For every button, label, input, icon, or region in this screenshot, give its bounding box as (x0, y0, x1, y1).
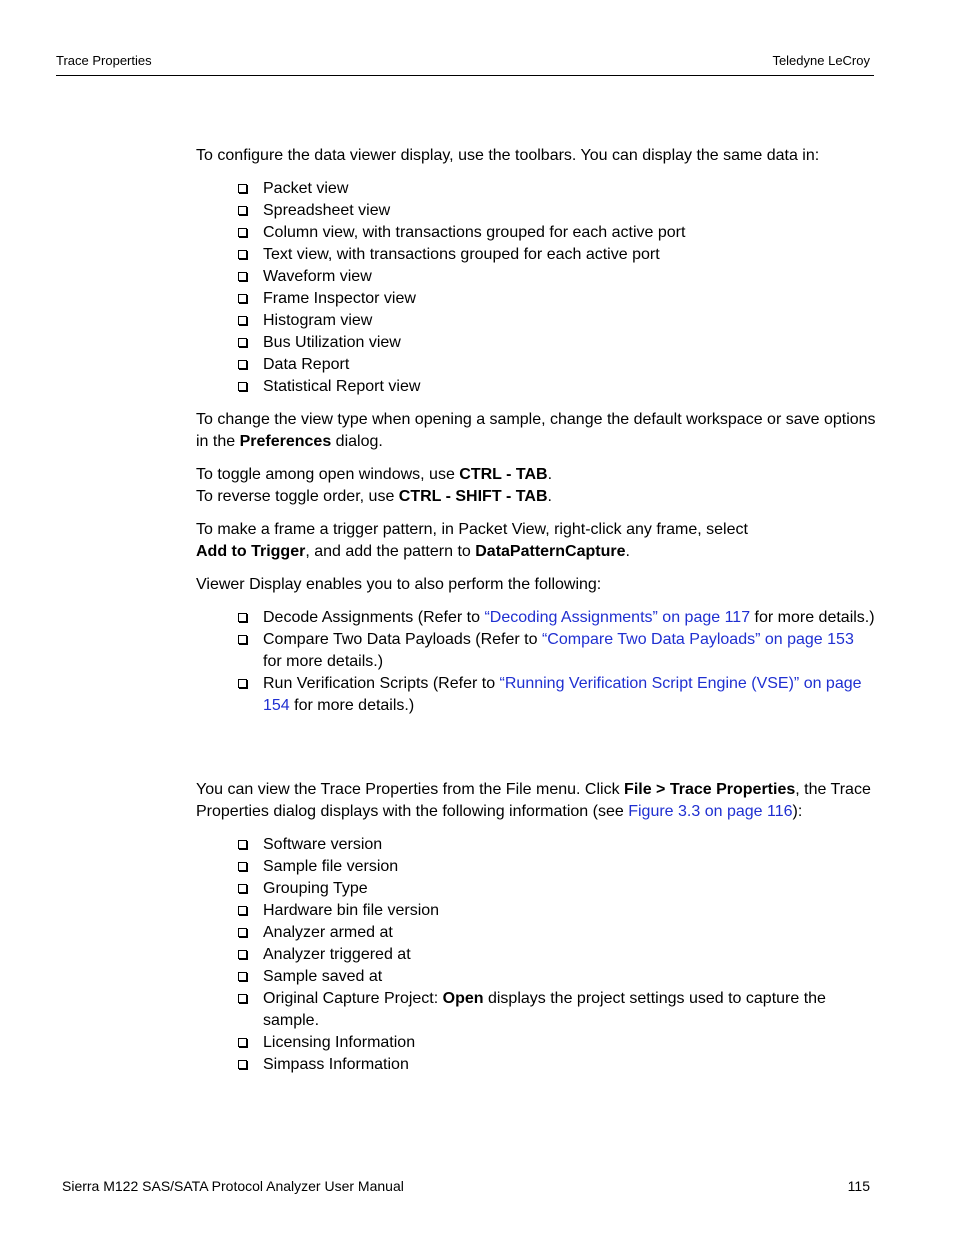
page-number: 115 (847, 1178, 870, 1194)
checkbox-bullet-icon (238, 316, 247, 325)
add-to-trigger-term: Add to Trigger (196, 543, 306, 560)
view-list (196, 178, 876, 398)
list-item: Bus Utilization view (263, 332, 876, 354)
list-item: Compare Two Data Payloads (Refer to “Compare Two Data Payloads” on page 153 for more details.) (263, 629, 876, 673)
open-term: Open (442, 990, 484, 1007)
list-item: Analyzer triggered at (263, 944, 876, 966)
list-item: Spreadsheet view (263, 200, 876, 222)
list-item: Analyzer armed at (263, 922, 876, 944)
list-item: Packet view (263, 178, 876, 200)
list-item: Run Verification Scripts (Refer to “Running Verification Script Engine (VSE)” on page 154 for more details.) (263, 673, 876, 717)
list-item: Hardware bin file version (263, 900, 876, 922)
enables-paragraph: Viewer Display enables you to also perform the following: (196, 576, 602, 593)
list-item: Licensing Information (263, 1032, 876, 1054)
running-header-title: Trace Properties (56, 53, 152, 68)
list-item: Sample file version (263, 856, 876, 878)
header-rule (56, 75, 874, 76)
checkbox-bullet-icon (238, 972, 247, 981)
checkbox-bullet-icon (238, 840, 247, 849)
checkbox-bullet-icon (238, 884, 247, 893)
list-item: Column view, with transactions grouped for each active port (263, 222, 876, 244)
compare-payloads-link[interactable]: “Compare Two Data Payloads” on page 153 (541, 631, 854, 648)
list-item: Sample saved at (263, 966, 876, 988)
list-item: Software version (263, 834, 876, 856)
page-body (196, 145, 876, 1087)
checkbox-bullet-icon (238, 338, 247, 347)
list-item: Waveform view (263, 266, 876, 288)
checkbox-bullet-icon (238, 1038, 247, 1047)
list-item: Grouping Type (263, 878, 876, 900)
trigger-paragraph: To make a frame a trigger pattern, in Packet View, right-click any frame, select Add to Trigger, and add the pattern to DataPatternCapture. (196, 521, 748, 560)
checkbox-bullet-icon (238, 906, 247, 915)
checkbox-bullet-icon (238, 994, 247, 1003)
checkbox-bullet-icon (238, 635, 247, 644)
verification-script-link[interactable]: “Running Verification Script Engine (VSE)” on page 154 (263, 675, 862, 714)
list-item: Original Capture Project: Open displays the project settings used to capture the sample. (263, 988, 876, 1032)
list-item: Decode Assignments (Refer to “Decoding Assignments” on page 117 for more details.) (263, 607, 876, 629)
view-type-paragraph: To change the view type when opening a sample, change the default workspace or save options in the Preferences dialog. (196, 411, 876, 450)
checkbox-bullet-icon (238, 928, 247, 937)
checkbox-bullet-icon (238, 360, 247, 369)
figure-3-3-link[interactable]: Figure 3.3 on page 116 (628, 803, 793, 820)
list-item: Frame Inspector view (263, 288, 876, 310)
toggle-paragraph: To toggle among open windows, use CTRL - TAB. To reverse toggle order, use CTRL - SHIFT - TAB. (196, 466, 553, 505)
checkbox-bullet-icon (238, 272, 247, 281)
shortcut-ctrl-shift-tab: CTRL - SHIFT - TAB (398, 488, 548, 505)
checkbox-bullet-icon (238, 613, 247, 622)
trace-properties-paragraph: You can view the Trace Properties from the File menu. Click File > Trace Properties, the Trace Properties dialog displays with the following information (see Figure 3.3 on page 116): (196, 781, 871, 820)
list-item: Text view, with transactions grouped for each active port (263, 244, 876, 266)
file-trace-properties-term: File > Trace Properties (624, 781, 796, 798)
checkbox-bullet-icon (238, 950, 247, 959)
checkbox-bullet-icon (238, 228, 247, 237)
checkbox-bullet-icon (238, 862, 247, 871)
footer-manual-title: Sierra M122 SAS/SATA Protocol Analyzer User Manual (62, 1178, 404, 1194)
running-header-company: Teledyne LeCroy (772, 53, 870, 68)
checkbox-bullet-icon (238, 184, 247, 193)
list-item: Histogram view (263, 310, 876, 332)
section-spacer (196, 728, 876, 779)
action-list (196, 607, 876, 717)
list-item: Statistical Report view (263, 376, 876, 398)
checkbox-bullet-icon (238, 679, 247, 688)
checkbox-bullet-icon (238, 1060, 247, 1069)
intro-paragraph: To configure the data viewer display, use the toolbars. You can display the same data in: (196, 147, 820, 164)
list-item: Simpass Information (263, 1054, 876, 1076)
trace-info-list (196, 834, 876, 1076)
checkbox-bullet-icon (238, 250, 247, 259)
checkbox-bullet-icon (238, 294, 247, 303)
checkbox-bullet-icon (238, 382, 247, 391)
preferences-term: Preferences (239, 433, 332, 450)
list-item: Data Report (263, 354, 876, 376)
decoding-assignments-link[interactable]: “Decoding Assignments” on page 117 (484, 609, 751, 626)
datapatterncapture-term: DataPatternCapture (475, 543, 626, 560)
checkbox-bullet-icon (238, 206, 247, 215)
shortcut-ctrl-tab: CTRL - TAB (459, 466, 548, 483)
